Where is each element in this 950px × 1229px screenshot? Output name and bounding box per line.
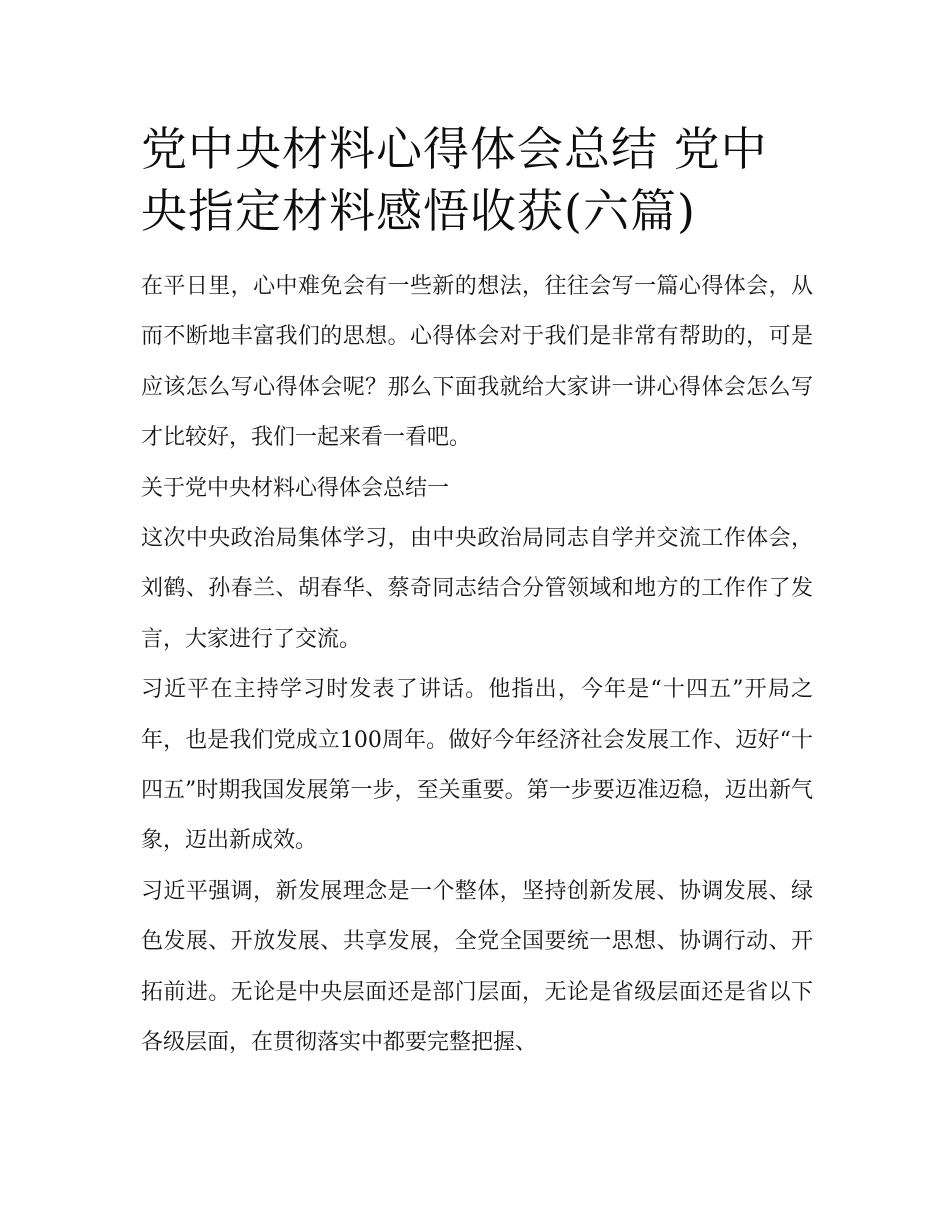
body-paragraph: 习近平在主持学习时发表了讲话。他指出，今年是“十四五”开局之年，也是我们党成立100周年。做好今年经济社会发展工作、迈好“十四五”时期我国发展第一步，至关重要。第一步要迈准迈稳，迈出新气象，迈出新成效。	[141, 677, 813, 854]
section-heading: 关于党中央材料心得体会总结一	[141, 475, 450, 501]
document-content	[141, 118, 813, 1069]
body-paragraph: 这次中央政治局集体学习，由中央政治局同志自学并交流工作体会，刘鹤、孙春兰、胡春华、蔡奇同志结合分管领域和地方的工作作了发言，大家进行了交流。	[141, 526, 813, 652]
body-paragraph: 习近平强调，新发展理念是一个整体，坚持创新发展、协调发展、绿色发展、开放发展、共享发展，全党全国要统一思想、协调行动、开拓前进。无论是中央层面还是部门层面，无论是省级层面还是省以下各级层面，在贯彻落实中都要完整把握、	[141, 878, 813, 1056]
document-title: 党中央材料心得体会总结 党中央指定材料感悟收获(六篇)	[141, 122, 768, 238]
intro-paragraph: 在平日里，心中难免会有一些新的想法，往往会写一篇心得体会，从而不断地丰富我们的思想。心得体会对于我们是非常有帮助的，可是应该怎么写心得体会呢？那么下面我就给大家讲一讲心得体会怎么写才比较好，我们一起来看一看吧。	[141, 274, 813, 451]
document-body	[141, 262, 813, 1069]
